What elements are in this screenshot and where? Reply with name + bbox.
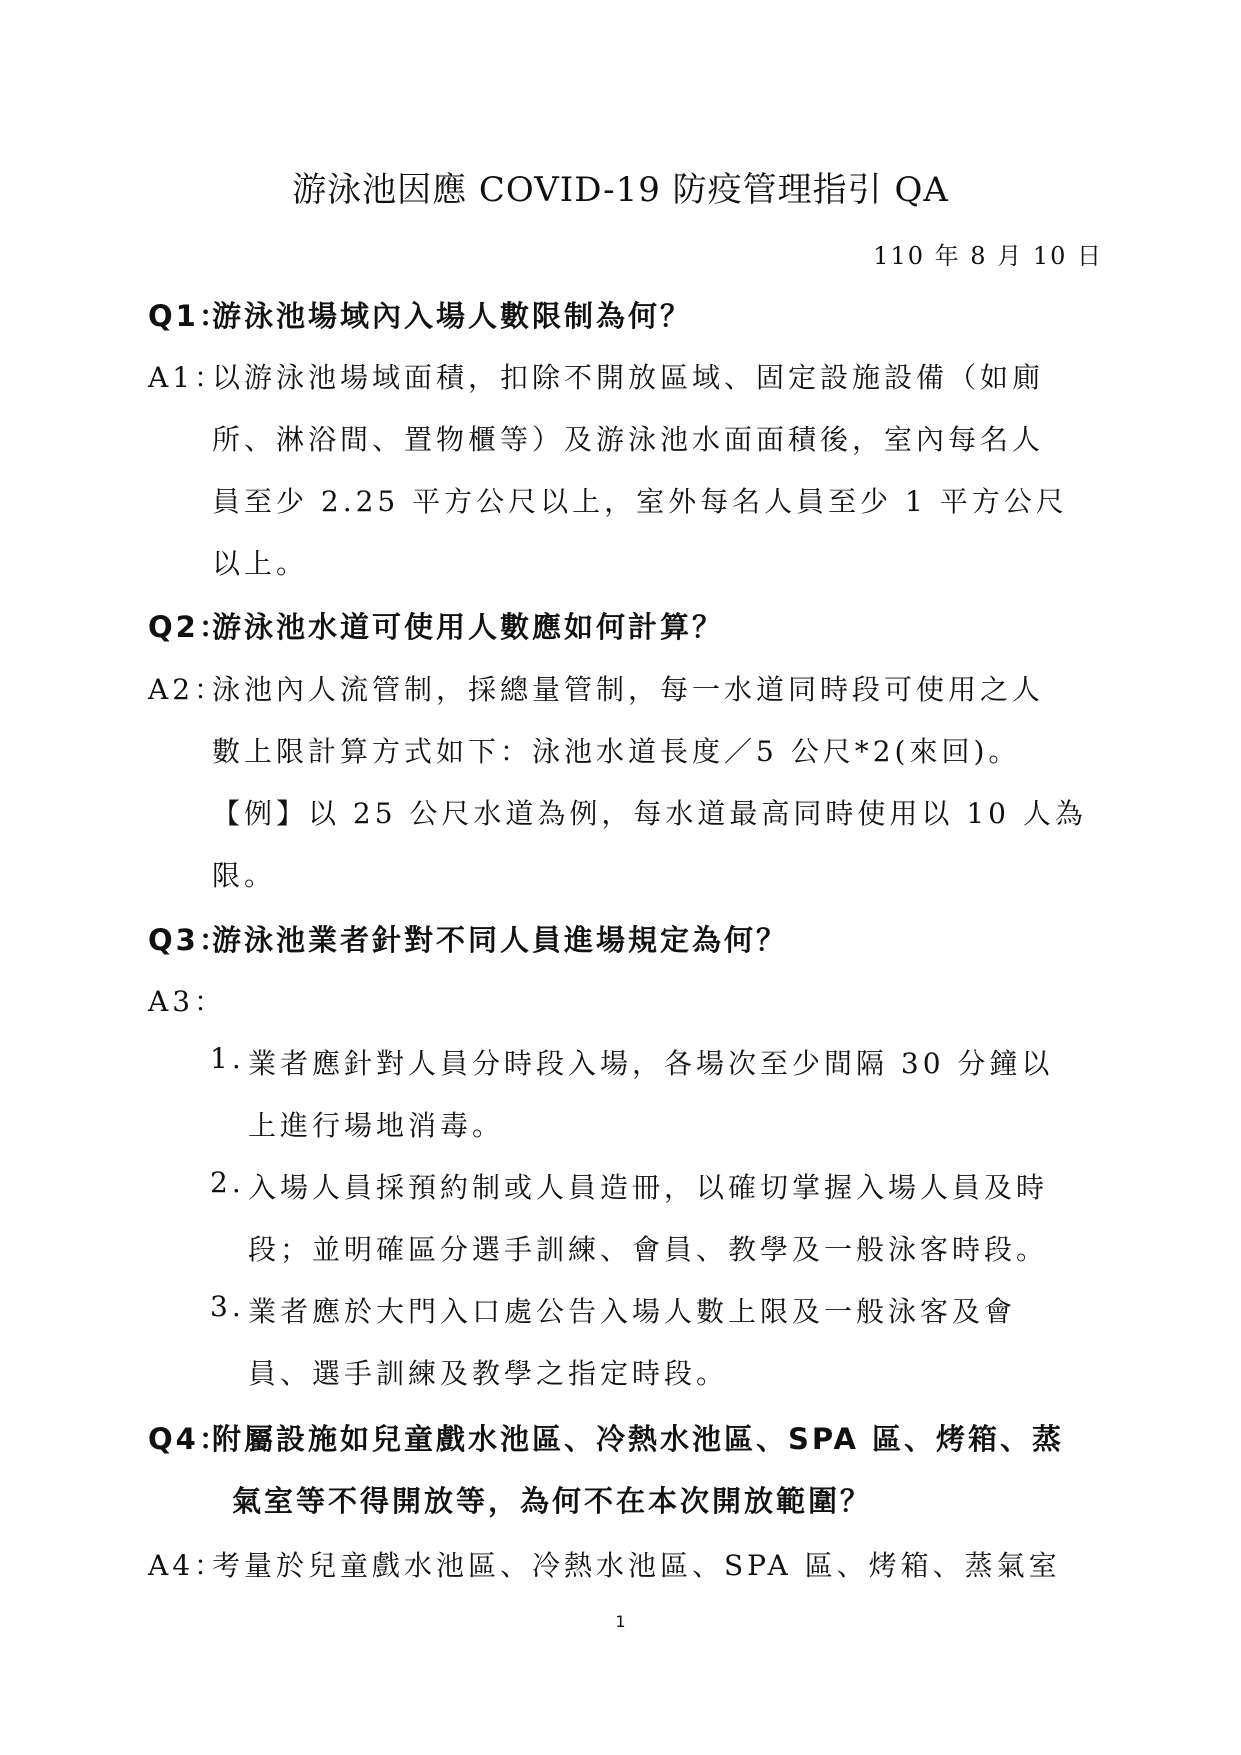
answer-1-line: 以上。 bbox=[212, 547, 309, 580]
list-item-text: 業者應於大門入口處公告入場人數上限及一般泳客及會 bbox=[248, 1295, 1017, 1328]
answer-1-line: 所、淋浴間、置物櫃等）及游泳池水面面積後，室內每名人 bbox=[212, 423, 1045, 456]
list-item-text: 上進行場地消毒。 bbox=[248, 1109, 505, 1142]
answer-2-line: 泳池內人流管制，採總量管制，每一水道同時段可使用之人 bbox=[212, 673, 1045, 706]
question-2-text: 游泳池水道可使用人數應如何計算？ bbox=[212, 610, 725, 644]
list-item-number: 1. bbox=[210, 1042, 245, 1075]
document-date: 110 年 8 月 10 日 bbox=[873, 242, 1103, 270]
question-4-label: Q4： bbox=[148, 1422, 231, 1456]
answer-2-line: 限。 bbox=[212, 859, 277, 892]
question-2-label: Q2： bbox=[148, 610, 231, 644]
answer-1-line: 員至少 2.25 平方公尺以上，室外每名人員至少 1 平方公尺 bbox=[212, 485, 1068, 518]
answer-2-line: 數上限計算方式如下：泳池水道長度／5 公尺*2(來回)。 bbox=[212, 735, 1021, 768]
list-item-text: 業者應針對人員分時段入場，各場次至少間隔 30 分鐘以 bbox=[248, 1047, 1054, 1080]
list-item-text: 員、選手訓練及教學之指定時段。 bbox=[248, 1357, 729, 1390]
question-3-text: 游泳池業者針對不同人員進場規定為何？ bbox=[212, 923, 789, 957]
answer-3-label: A3： bbox=[148, 985, 227, 1018]
question-1-label: Q1： bbox=[148, 299, 231, 333]
answer-4-label: A4： bbox=[148, 1549, 227, 1582]
list-item-text: 入場人員採預約制或人員造冊，以確切掌握入場人員及時 bbox=[248, 1171, 1049, 1204]
document-title: 游泳池因應 COVID-19 防疫管理指引 QA bbox=[292, 170, 949, 210]
list-item-number: 2. bbox=[210, 1166, 245, 1199]
question-4-line: 氣室等不得開放等，為何不在本次開放範圍？ bbox=[232, 1484, 873, 1518]
answer-1-line: 以游泳池場域面積，扣除不開放區域、固定設施設備（如廁 bbox=[212, 361, 1045, 394]
question-1-text: 游泳池場域內入場人數限制為何？ bbox=[212, 299, 693, 333]
question-3-label: Q3： bbox=[148, 923, 231, 957]
list-item-number: 3. bbox=[210, 1290, 245, 1323]
answer-1-label: A1： bbox=[148, 361, 227, 394]
answer-2-line: 【例】以 25 公尺水道為例，每水道最高同時使用以 10 人為 bbox=[212, 797, 1087, 830]
question-4-line: 附屬設施如兒童戲水池區、冷熱水池區、SPA 區、烤箱、蒸 bbox=[212, 1422, 1065, 1456]
list-item-text: 段；並明確區分選手訓練、會員、教學及一般泳客時段。 bbox=[248, 1233, 1049, 1266]
answer-2-label: A2： bbox=[148, 673, 227, 706]
answer-4-line: 考量於兒童戲水池區、冷熱水池區、SPA 區、烤箱、蒸氣室 bbox=[212, 1549, 1061, 1582]
page-number: 1 bbox=[615, 1612, 626, 1631]
